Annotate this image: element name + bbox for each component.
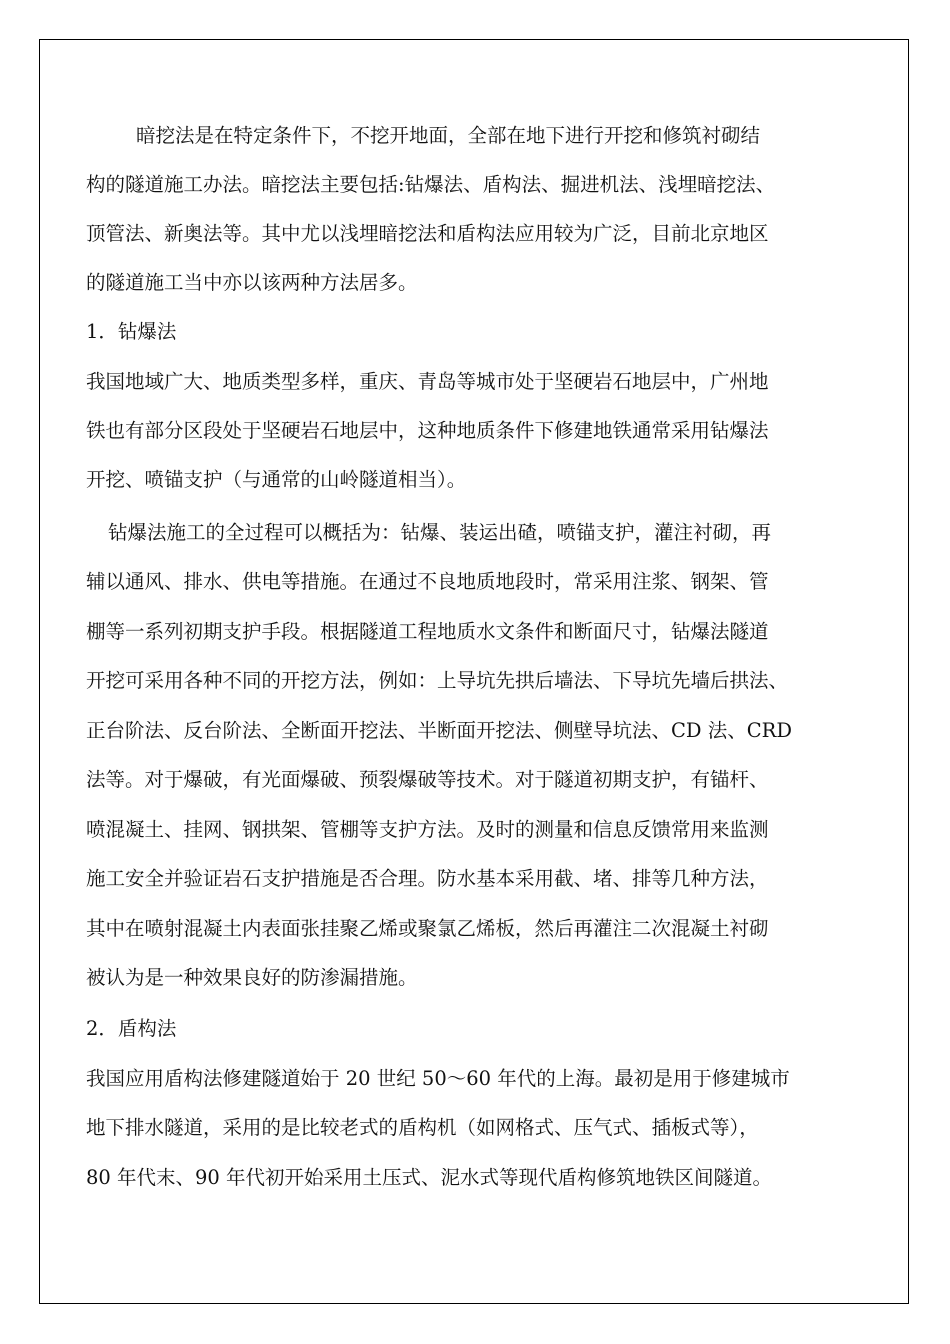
paragraph-line: 顶管法、新奥法等。其中尤以浅埋暗挖法和盾构法应用较为广泛，目前北京地区 — [86, 222, 769, 245]
paragraph-line: 我国地域广大、地质类型多样，重庆、青岛等城市处于坚硬岩石地层中，广州地 — [86, 370, 769, 393]
paragraph-line: 铁也有部分区段处于坚硬岩石地层中，这种地质条件下修建地铁通常采用钻爆法 — [86, 419, 769, 442]
paragraph-line: 钻爆法施工的全过程可以概括为：钻爆、装运出碴，喷锚支护，灌注衬砌，再 — [108, 521, 772, 544]
paragraph-line: 构的隧道施工办法。暗挖法主要包括:钻爆法、盾构法、掘进机法、浅埋暗挖法、 — [86, 173, 776, 196]
paragraph-line: 我国应用盾构法修建隧道始于 20 世纪 50～60 年代的上海。最初是用于修建城市 — [86, 1067, 790, 1090]
paragraph-line: 开挖、喷锚支护（与通常的山岭隧道相当）。 — [86, 468, 467, 491]
paragraph-line: 法等。对于爆破，有光面爆破、预裂爆破等技术。对于隧道初期支护，有锚杆、 — [86, 768, 769, 791]
paragraph-line: 其中在喷射混凝土内表面张挂聚乙烯或聚氯乙烯板，然后再灌注二次混凝土衬砌 — [86, 917, 769, 940]
section-heading-drill-blast: 1．钻爆法 — [86, 320, 177, 343]
paragraph-line: 喷混凝土、挂网、钢拱架、管棚等支护方法。及时的测量和信息反馈常用来监测 — [86, 818, 769, 841]
paragraph-line: 被认为是一种效果良好的防渗漏措施。 — [86, 966, 418, 989]
paragraph-line: 施工安全并验证岩石支护措施是否合理。防水基本采用截、堵、排等几种方法， — [86, 867, 769, 890]
paragraph-line: 的隧道施工当中亦以该两种方法居多。 — [86, 271, 418, 294]
paragraph-line: 80 年代末、90 年代初开始采用土压式、泥水式等现代盾构修筑地铁区间隧道。 — [86, 1166, 773, 1189]
paragraph-line: 棚等一系列初期支护手段。根据隧道工程地质水文条件和断面尺寸，钻爆法隧道 — [86, 620, 769, 643]
paragraph-line: 辅以通风、排水、供电等措施。在通过不良地质地段时，常采用注浆、钢架、管 — [86, 570, 769, 593]
paragraph-line: 暗挖法是在特定条件下，不挖开地面，全部在地下进行开挖和修筑衬砌结 — [136, 124, 761, 147]
paragraph-line: 地下排水隧道，采用的是比较老式的盾构机（如网格式、压气式、插板式等）， — [86, 1116, 759, 1139]
section-heading-shield: 2．盾构法 — [86, 1017, 177, 1040]
paragraph-line: 正台阶法、反台阶法、全断面开挖法、半断面开挖法、侧壁导坑法、CD 法、CRD — [86, 719, 792, 742]
paragraph-line: 开挖可采用各种不同的开挖方法，例如：上导坑先拱后墙法、下导坑先墙后拱法、 — [86, 669, 789, 692]
